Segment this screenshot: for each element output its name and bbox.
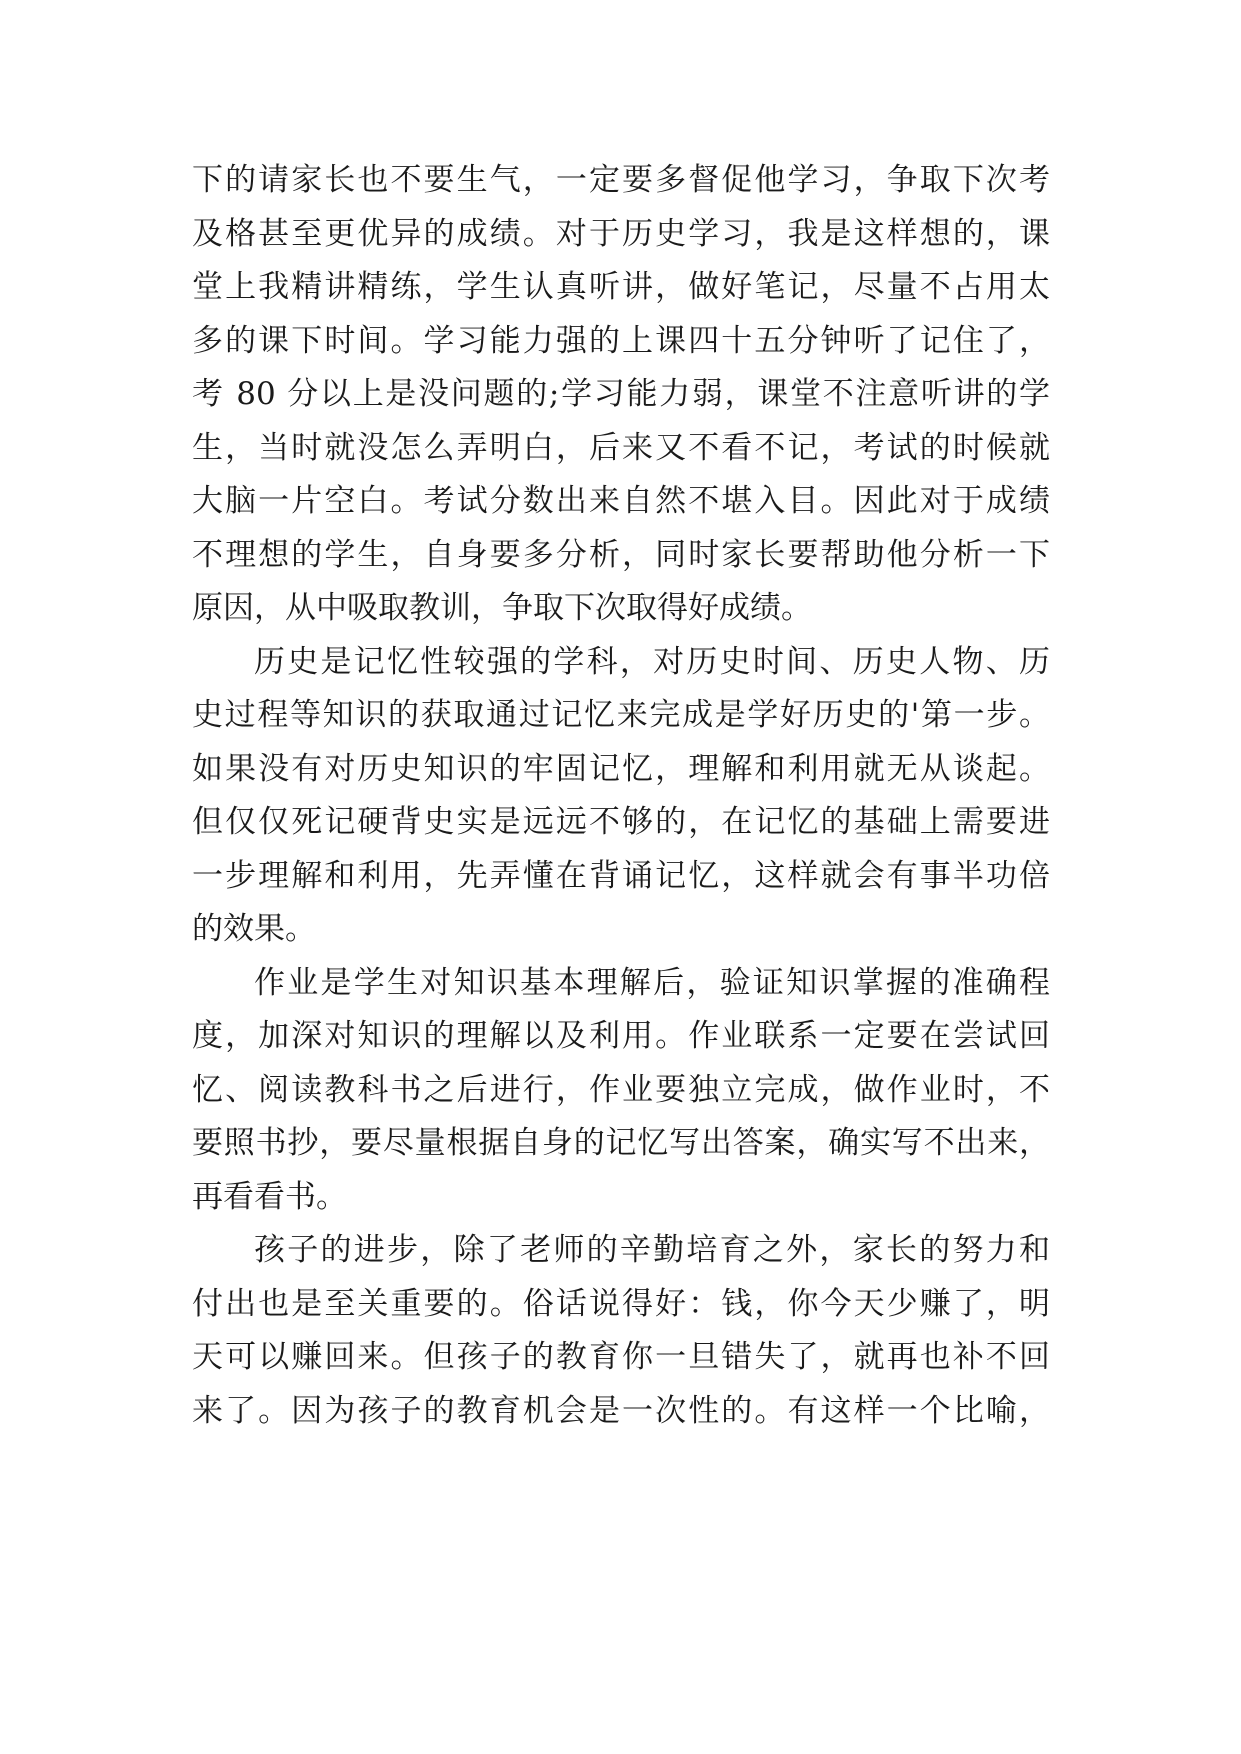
text-line: 史过程等知识的获取通过记忆来完成是学好历史的'第一步。 (192, 697, 1050, 733)
text-line: 及格甚至更优异的成绩。对于历史学习，我是这样想的，课 (192, 215, 1050, 252)
text-line: 大脑一片空白。考试分数出来自然不堪入目。因此对于成绩 (192, 483, 1050, 519)
text-line: 孩子的进步，除了老师的辛勤培育之外，家长的努力和 (254, 1232, 1050, 1268)
paragraph (192, 636, 1050, 957)
text-line: 历史是记忆性较强的学科，对历史时间、历史人物、历 (254, 643, 1050, 680)
text-line: 度，加深对知识的理解以及利用。作业联系一定要在尝试回 (192, 1018, 1050, 1054)
text-line: 付出也是至关重要的。俗话说得好：钱，你今天少赚了，明 (192, 1285, 1050, 1322)
text-line: 考 80 分以上是没问题的;学习能力弱，课堂不注意听讲的学 (192, 376, 1050, 412)
text-line: 生，当时就没怎么弄明白，后来又不看不记，考试的时候就 (192, 429, 1050, 466)
text-line: 但仅仅死记硬背史实是远远不够的，在记忆的基础上需要进 (192, 804, 1050, 840)
text-line: 来了。因为孩子的教育机会是一次性的。有这样一个比喻， (192, 1392, 1050, 1429)
text-line: 要照书抄，要尽量根据自身的记忆写出答案，确实写不出来， (192, 1125, 1050, 1161)
text-line: 作业是学生对知识基本理解后，验证知识掌握的准确程 (254, 964, 1050, 1001)
text-line: 忆、阅读教科书之后进行，作业要独立完成，做作业时，不 (192, 1071, 1050, 1108)
text-line: 原因，从中吸取教训，争取下次取得好成绩。 (192, 590, 812, 626)
document-page (192, 154, 1050, 1438)
paragraph (192, 1224, 1050, 1438)
text-line: 再看看书。 (192, 1178, 347, 1215)
text-line: 如果没有对历史知识的牢固记忆，理解和利用就无从谈起。 (192, 750, 1050, 787)
text-line: 天可以赚回来。但孩子的教育你一旦错失了，就再也补不回 (192, 1339, 1050, 1375)
text-line: 的效果。 (192, 911, 316, 947)
paragraph (192, 957, 1050, 1225)
text-line: 多的课下时间。学习能力强的上课四十五分钟听了记住了， (192, 322, 1050, 359)
paragraph (192, 154, 1050, 636)
text-line: 下的请家长也不要生气，一定要多督促他学习，争取下次考 (192, 162, 1050, 198)
text-line: 一步理解和利用，先弄懂在背诵记忆，这样就会有事半功倍 (192, 857, 1050, 894)
text-line: 不理想的学生，自身要多分析，同时家长要帮助他分析一下 (192, 536, 1050, 573)
text-line: 堂上我精讲精练，学生认真听讲，做好笔记，尽量不占用太 (192, 269, 1050, 305)
